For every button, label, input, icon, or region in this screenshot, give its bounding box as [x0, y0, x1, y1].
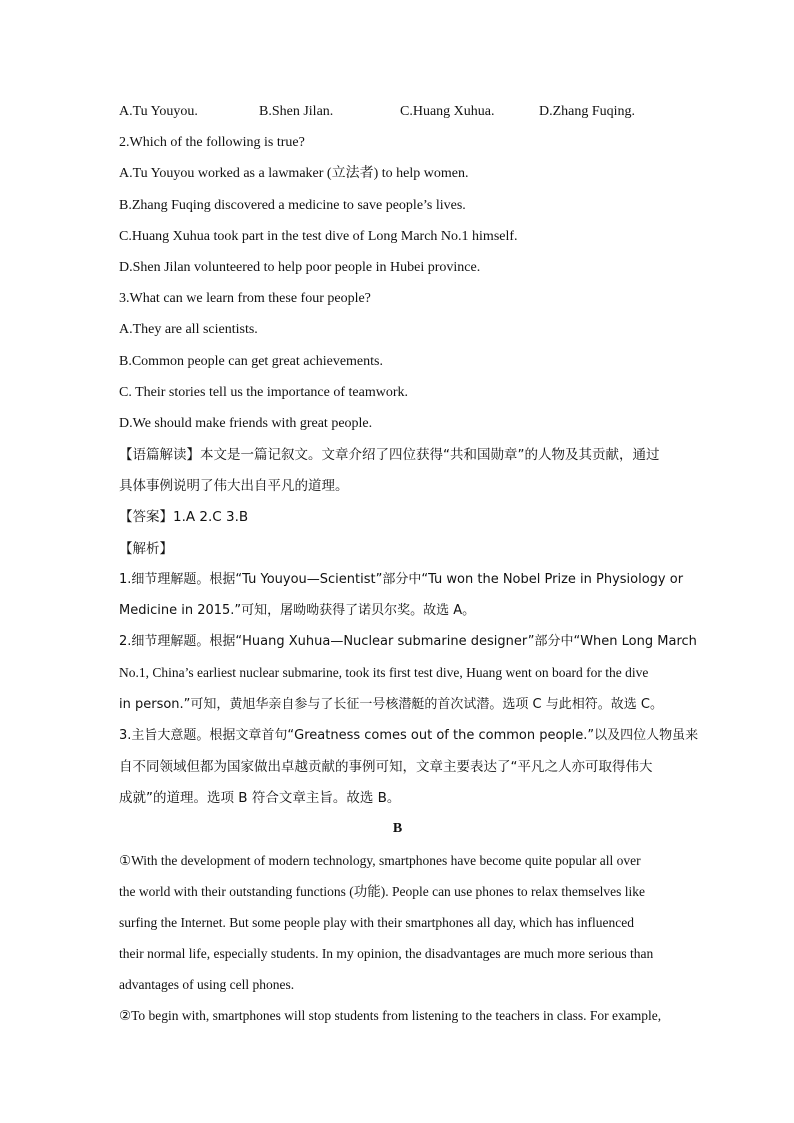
analysis-2-line-2: No.1, China’s earliest nuclear submarine, took its first test dive, Huang went on board for the dive [119, 665, 649, 681]
q1-option-d: D.Zhang Fuqing. [539, 104, 636, 119]
q3-option-b: B.Common people can get great achievements. [119, 353, 383, 369]
analysis-heading: 【解析】 [119, 540, 173, 557]
passage-b-para-1-line-1: ①With the development of modern technology, smartphones have become quite popular all over [119, 852, 641, 868]
analysis-3-line-1: 3.主旨大意题。根据文章首句“Greatness comes out of the common people.”以及四位人物虽来 [119, 727, 699, 743]
interpretation-line-2: 具体事例说明了伟大出自平凡的道理。 [119, 478, 349, 495]
interpretation-line-1: 【语篇解读】本文是一篇记叙文。文章介绍了四位获得“共和国勋章”的人物及其贡献，通过 [119, 447, 660, 464]
analysis-1-line-2: Medicine in 2015.”可知，屠呦呦获得了诺贝尔奖。故选 A。 [119, 603, 476, 618]
analysis-1-line-1: 1.细节理解题。根据“Tu Youyou—Scientist”部分中“Tu won the Nobel Prize in Physiology or [119, 571, 684, 587]
q2-option-c: C.Huang Xuhua took part in the test dive of Long March No.1 himself. [119, 228, 518, 244]
passage-b-para-1-line-4: their normal life, especially students. In my opinion, the disadvantages are much more serious than [119, 946, 654, 962]
analysis-2-line-3: in person.”可知，黄旭华亲自参与了长征一号核潜艇的首次试潜。选项 C 与此相符。故选 C。 [119, 696, 663, 712]
q2-option-a: A.Tu Youyou worked as a lawmaker (立法者) to help women. [119, 166, 469, 182]
q1-option-a: A.Tu Youyou. [119, 104, 198, 119]
answer-line: 【答案】1.A 2.C 3.B [119, 509, 249, 526]
q1-option-b: B.Shen Jilan. [259, 104, 334, 119]
passage-b-para-2-line-1: ②To begin with, smartphones will stop students from listening to the teachers in class. For example, [119, 1008, 662, 1024]
section-b-heading: B [392, 821, 403, 837]
question-3-stem: 3.What can we learn from these four people? [119, 291, 371, 307]
document-page [119, 99, 699, 1035]
analysis-3-line-2: 自不同领域但都为国家做出卓越贡献的事例可知，文章主要表达了“平凡之人亦可取得伟大 [119, 758, 653, 775]
q1-option-c: C.Huang Xuhua. [400, 104, 495, 119]
q2-option-d: D.Shen Jilan volunteered to help poor people in Hubei province. [119, 259, 481, 275]
passage-b-para-1-line-3: surfing the Internet. But some people play with their smartphones all day, which has influenced [119, 914, 634, 930]
passage-b-para-1-line-2: the world with their outstanding functions (功能). People can use phones to relax themselves like [119, 883, 646, 899]
q2-option-b: B.Zhang Fuqing discovered a medicine to save people’s lives. [119, 197, 466, 213]
q3-option-c: C. Their stories tell us the importance of teamwork. [119, 384, 409, 400]
question-1-options [119, 99, 676, 130]
q3-option-a: A.They are all scientists. [119, 322, 258, 338]
q3-option-d: D.We should make friends with great people. [119, 415, 373, 431]
analysis-3-line-3: 成就”的道理。选项 B 符合文章主旨。故选 B。 [119, 790, 401, 807]
passage-b-para-1-line-5: advantages of using cell phones. [119, 977, 295, 993]
analysis-2-line-1: 2.细节理解题。根据“Huang Xuhua—Nuclear submarine designer”部分中“When Long March [119, 634, 697, 650]
question-2-stem: 2.Which of the following is true? [119, 135, 305, 151]
